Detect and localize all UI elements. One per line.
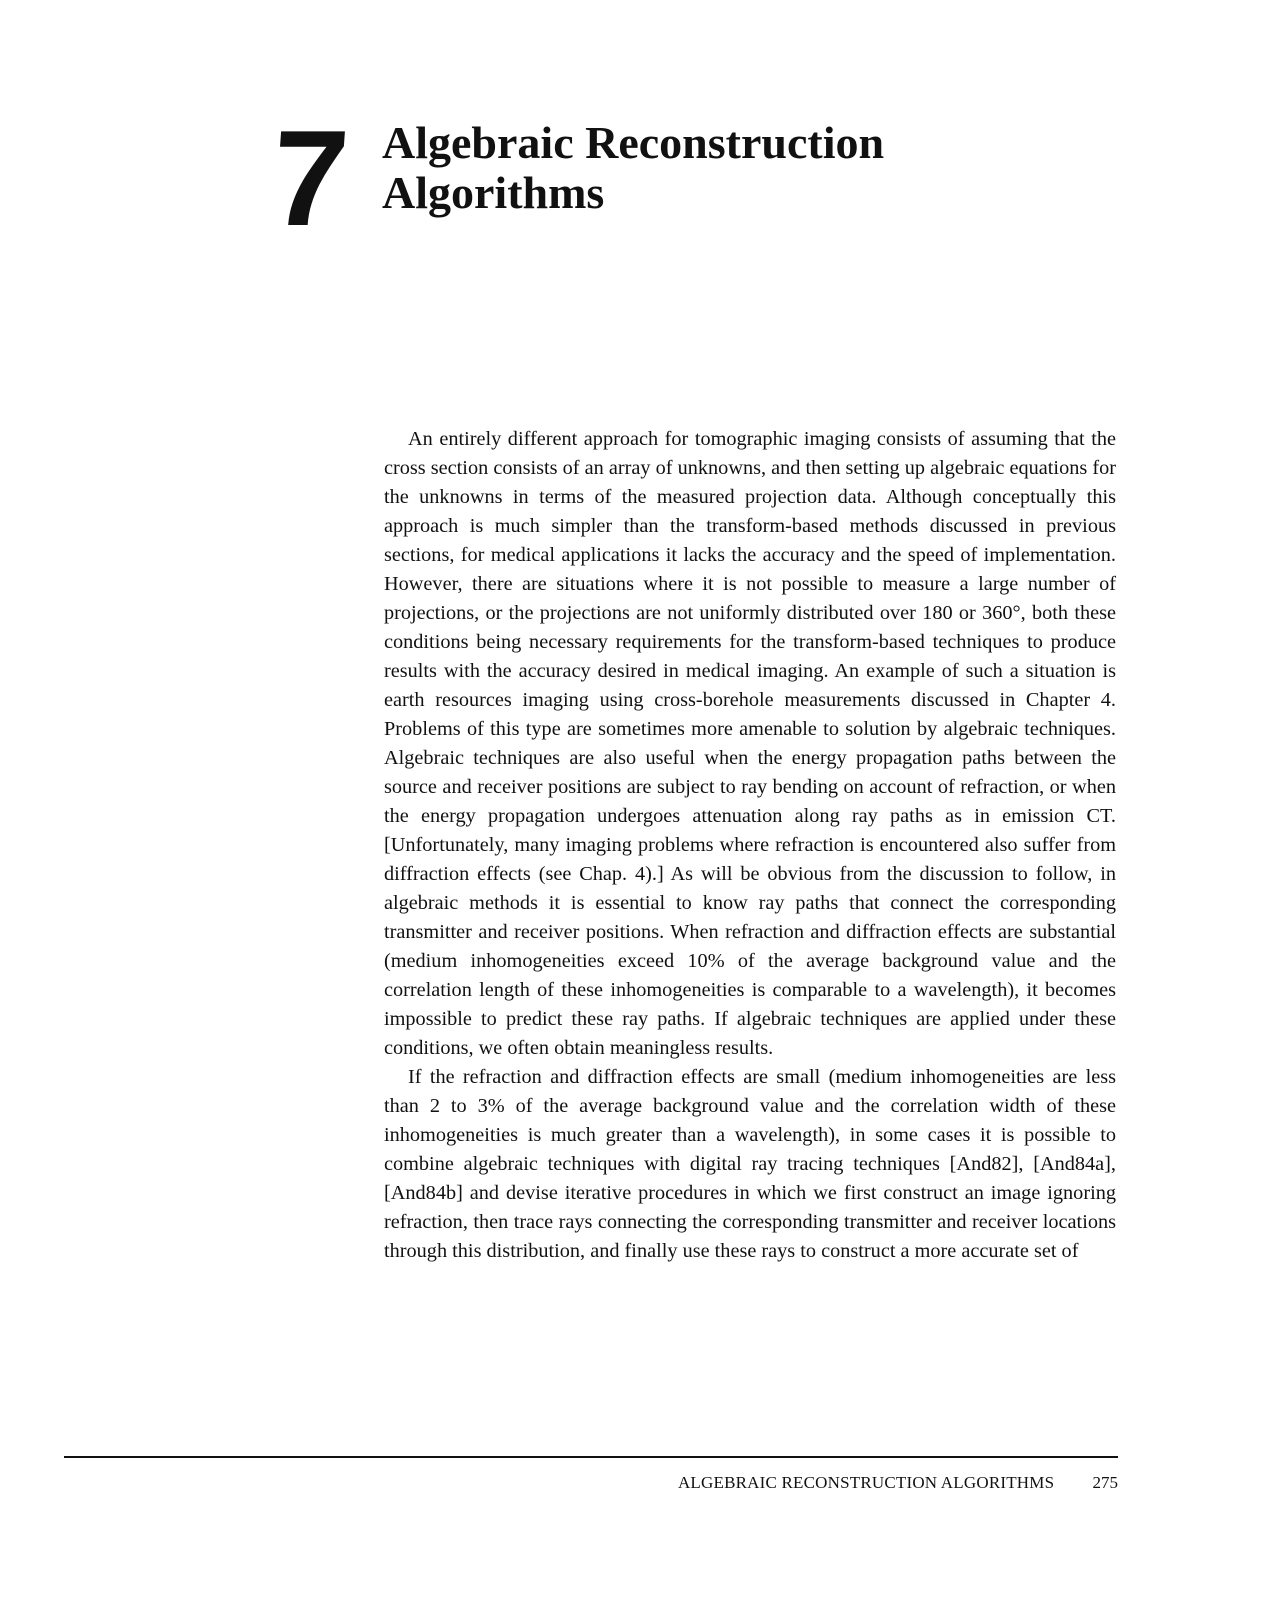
paragraph: An entirely different approach for tomographic imaging consists of assuming that the cross section consists of an array of unknowns, and then setting up algebraic equations for the unknowns in terms of the measured projection data. Although conceptually this approach is much simpler than the transform-based methods discussed in previous sections, for medical applications it lacks the accuracy and the speed of implementation. However, there are situations where it is not possible to measure a large number of projections, or the projections are not uniformly distributed over 180 or 360°, both these conditions being necessary requirements for the transform-based techniques to produce results with the accuracy desired in medical imaging. An example of such a situation is earth resources imaging using cross-borehole measurements discussed in Chapter 4. Problems of this type are sometimes more amenable to solution by algebraic techniques. Algebraic techniques are also useful when the energy propagation paths between the source and receiver positions are subject to ray bending on account of refraction, or when the energy propagation undergoes attenuation along ray paths as in emission CT. [Unfortunately, many imaging problems where refraction is encountered also suffer from diffraction effects (see Chap. 4).] As will be obvious from the discussion to follow, in algebraic methods it is essential to know ray paths that connect the corresponding transmitter and receiver positions. When refraction and diffraction effects are substantial (medium inhomogeneities exceed 10% of the average background value and the correlation length of these inhomogeneities is comparable to a wavelength), it becomes impossible to predict these ray paths. If algebraic techniques are applied under these conditions, we often obtain meaningless results.	[384, 428, 1116, 1059]
page-number: 275	[1092, 1473, 1118, 1492]
chapter-title	[382, 118, 884, 218]
chapter-number: 7	[266, 102, 353, 254]
running-head: ALGEBRAIC RECONSTRUCTION ALGORITHMS	[677, 1473, 1055, 1492]
body-text	[384, 425, 1116, 1266]
chapter-title-line-1: Algebraic Reconstruction	[382, 117, 885, 168]
chapter-title-line-2: Algorithms	[382, 167, 605, 218]
footer-rule	[64, 1456, 1118, 1458]
paragraph: If the refraction and diffraction effects are small (medium inhomogeneities are less than 2 to 3% of the average background value and the correlation width of these inhomogeneities is much greater than a wavelength), in some cases it is possible to combine algebraic techniques with digital ray tracing techniques [And82], [And84a], [And84b] and devise iterative procedures in which we first construct an image ignoring refraction, then trace rays connecting the corresponding transmitter and receiver locations through this distribution, and finally use these rays to construct a more accurate set of	[384, 1066, 1116, 1262]
page-footer	[678, 1472, 1118, 1494]
